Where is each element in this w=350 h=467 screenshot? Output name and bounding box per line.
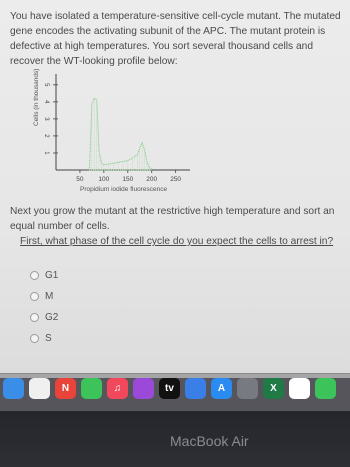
chart-y-label: Cells (in thousands) bbox=[33, 68, 40, 126]
question-prompt: First, what phase of the cell cycle do you expect the cells to arrest in? bbox=[20, 236, 334, 247]
y-tick-label: 5 bbox=[43, 83, 49, 87]
option-label: G1 bbox=[45, 270, 59, 281]
option-label: S bbox=[45, 333, 52, 344]
y-tick-label: 2 bbox=[43, 134, 49, 138]
option-s[interactable] bbox=[30, 333, 52, 344]
option-g1[interactable] bbox=[30, 270, 58, 281]
x-tick-label: 100 bbox=[98, 176, 110, 183]
excel-icon[interactable]: X bbox=[263, 378, 284, 399]
question-followup: Next you grow the mutant at the restrictive high temperature and sort an equal number of cells. bbox=[10, 206, 335, 232]
option-label: M bbox=[45, 291, 54, 302]
finder-icon[interactable] bbox=[3, 378, 24, 399]
y-tick-label: 1 bbox=[43, 151, 49, 155]
chart-x-label: Propidium iodide fluorescence bbox=[80, 186, 168, 193]
app-store-icon[interactable]: A bbox=[211, 378, 232, 399]
device-brand: MacBook Air bbox=[170, 433, 249, 449]
radio-icon[interactable] bbox=[30, 334, 39, 343]
radio-icon[interactable] bbox=[30, 313, 39, 322]
music-icon[interactable]: ♫ bbox=[107, 378, 128, 399]
radio-icon[interactable] bbox=[30, 271, 39, 280]
x-tick-label: 200 bbox=[146, 176, 158, 183]
facetime-icon[interactable] bbox=[81, 378, 102, 399]
podcasts-icon[interactable] bbox=[133, 378, 154, 399]
news-icon[interactable]: N bbox=[55, 378, 76, 399]
series-area bbox=[90, 98, 152, 170]
option-label: G2 bbox=[45, 312, 59, 323]
x-tick-label: 250 bbox=[170, 176, 182, 183]
messages-icon[interactable] bbox=[315, 378, 336, 399]
x-tick-label: 50 bbox=[76, 176, 84, 183]
chrome-icon[interactable] bbox=[289, 378, 310, 399]
radio-icon[interactable] bbox=[30, 292, 39, 301]
y-tick-label: 4 bbox=[43, 100, 49, 104]
flow-cytometry-chart bbox=[30, 70, 200, 200]
option-m[interactable] bbox=[30, 291, 53, 302]
keynote-icon[interactable] bbox=[185, 378, 206, 399]
settings-icon[interactable] bbox=[237, 378, 258, 399]
option-g2[interactable] bbox=[30, 312, 58, 323]
tv-icon[interactable]: tv bbox=[159, 378, 180, 399]
y-tick-label: 3 bbox=[43, 117, 49, 121]
photos-icon[interactable] bbox=[29, 378, 50, 399]
x-tick-label: 150 bbox=[122, 176, 134, 183]
question-intro: You have isolated a temperature-sensitive cell-cycle mutant. The mutated gene encodes the activating subunit of the APC. The mutant protein is defective at high temperatures. You sort several thousand cells and recover the WT-looking profile below: bbox=[10, 11, 341, 67]
